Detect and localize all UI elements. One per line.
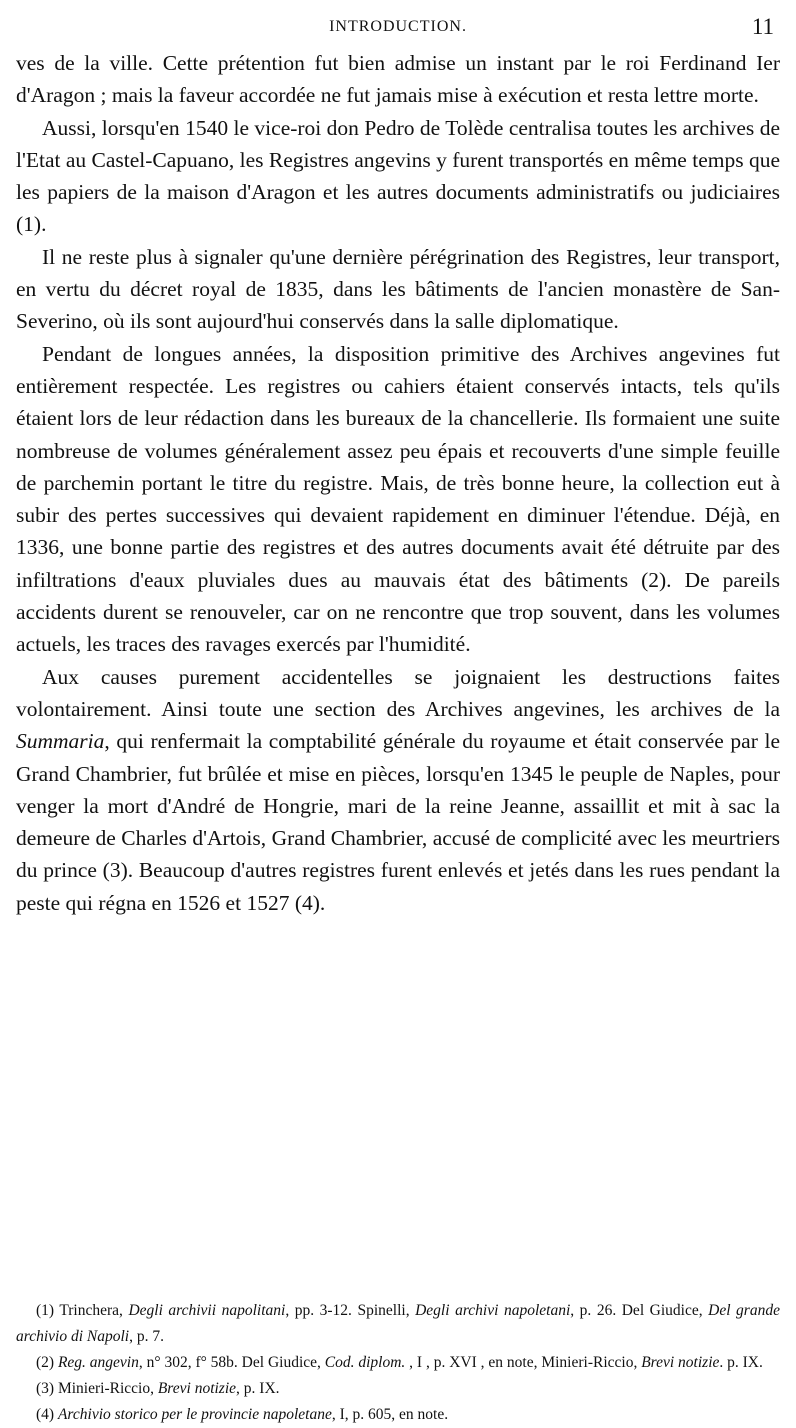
paragraph-1: ves de la ville. Cette prétention fut bien admise un instant par le roi Ferdinand Ier d'Aragon ; mais la faveur accordée ne fut jamais mise à exécution et resta lettre morte. bbox=[16, 51, 780, 108]
paragraph-3: Il ne reste plus à signaler qu'une dernière pérégrination des Registres, leur transport, en vertu du décret royal de 1835, dans les bâtiments de l'ancien monastère de San-Severino, où ils sont aujourd'hui conservés dans la salle diplomatique. bbox=[16, 244, 780, 334]
page-header bbox=[16, 14, 780, 44]
paragraph-5-part-a: Aux causes purement accidentelles se joignaient les destructions faites volontairement. Ainsi toute une section des Archives angevines, les archives de la bbox=[16, 664, 780, 721]
running-title: INTRODUCTION. bbox=[329, 18, 467, 35]
footnote-1-title-3: Del grande archivio di Napoli bbox=[16, 1302, 780, 1345]
footnote-3-title-1: Brevi notizie bbox=[157, 1380, 237, 1397]
footnote-2-title-2: Cod. diplom. bbox=[324, 1354, 406, 1371]
footnote-2-c: , I , p. XVI , en note, Minieri-Riccio, bbox=[405, 1354, 642, 1371]
paragraph-5 bbox=[16, 661, 780, 919]
footnote-2 bbox=[16, 1350, 780, 1376]
footnote-4-b: , I, p. 605, en note. bbox=[331, 1406, 449, 1423]
footnote-1-c: , p. 26. Del Giudice, bbox=[570, 1302, 709, 1319]
footnote-3-a: (3) Minieri-Riccio, bbox=[36, 1380, 158, 1397]
paragraph-5-italic: Summaria bbox=[16, 729, 105, 754]
footnote-4-a: (4) bbox=[36, 1406, 58, 1423]
footnote-4 bbox=[16, 1402, 780, 1428]
footnote-2-title-1: Reg. angevin bbox=[57, 1354, 139, 1371]
paragraph-2: Aussi, lorsqu'en 1540 le vice-roi don Pedro de Tolède centralisa toutes les archives de l'Etat au Castel-Capuano, les Registres angevins y furent transportés en même temps que les papiers de la maison d'Aragon et les autres documents administratifs ou judiciaires (1). bbox=[16, 115, 780, 237]
footnote-3-b: , p. IX. bbox=[236, 1380, 280, 1397]
footnote-1 bbox=[16, 1298, 780, 1350]
footnote-2-b: , n° 302, f° 58b. Del Giudice, bbox=[138, 1354, 325, 1371]
footnote-2-d: . p. IX. bbox=[719, 1354, 763, 1371]
body-text bbox=[16, 47, 780, 919]
paragraph-5-part-b: , qui renfermait la comptabilité générale du royaume et était conservée par le Grand Chambrier, fut brûlée et mise en pièces, lorsqu'en 1345 le peuple de Naples, pour venger la mort d'André de Hongrie, mari de la reine Jeanne, assaillit et mit à sac la demeure de Charles d'Artois, Grand Chambrier, accusé de complicité avec les meurtriers du prince (3). Beaucoup d'autres registres furent enlevés et jetés dans les rues pendant la peste qui régna en 1526 et 1527 (4). bbox=[16, 729, 780, 915]
footnote-1-d: , p. 7. bbox=[129, 1328, 164, 1345]
footnote-2-title-3: Brevi notizie bbox=[641, 1354, 720, 1371]
paragraph-4: Pendant de longues années, la disposition primitive des Archives angevines fut entièrement respectée. Les registres ou cahiers étaient conservés intacts, tels qu'ils étaient lors de leur rédaction dans les bureaux de la chancellerie. Ils formaient une suite nombreuse de volumes généralement assez peu épais et recouverts d'une simple feuille de parchemin portant le titre du registre. Mais, de très bonne heure, la collection eut à subir des pertes successives qui devaient rapidement en diminuer l'étendue. Déjà, en 1336, une bonne partie des registres et des autres documents avait été détruite par des infiltrations d'eaux pluviales dues au mauvais état des bâtiments (2). De pareils accidents durent se renouveler, car on ne rencontre que trop souvent, dans les volumes actuels, les traces des ravages exercés par l'humidité. bbox=[16, 341, 780, 657]
footnote-1-title-1: Degli archivii napolitani bbox=[128, 1302, 286, 1319]
footnote-4-title-1: Archivio storico per le provincie napoletane bbox=[57, 1406, 332, 1423]
footnote-1-a: (1) Trinchera, bbox=[36, 1302, 129, 1319]
page-number: 11 bbox=[751, 14, 774, 39]
footnote-3 bbox=[16, 1376, 780, 1402]
footnote-2-a: (2) bbox=[36, 1354, 58, 1371]
footnotes bbox=[16, 1298, 780, 1428]
footnote-1-b: , pp. 3-12. Spinelli, bbox=[285, 1302, 416, 1319]
footnote-1-title-2: Degli archivi napoletani bbox=[415, 1302, 571, 1319]
